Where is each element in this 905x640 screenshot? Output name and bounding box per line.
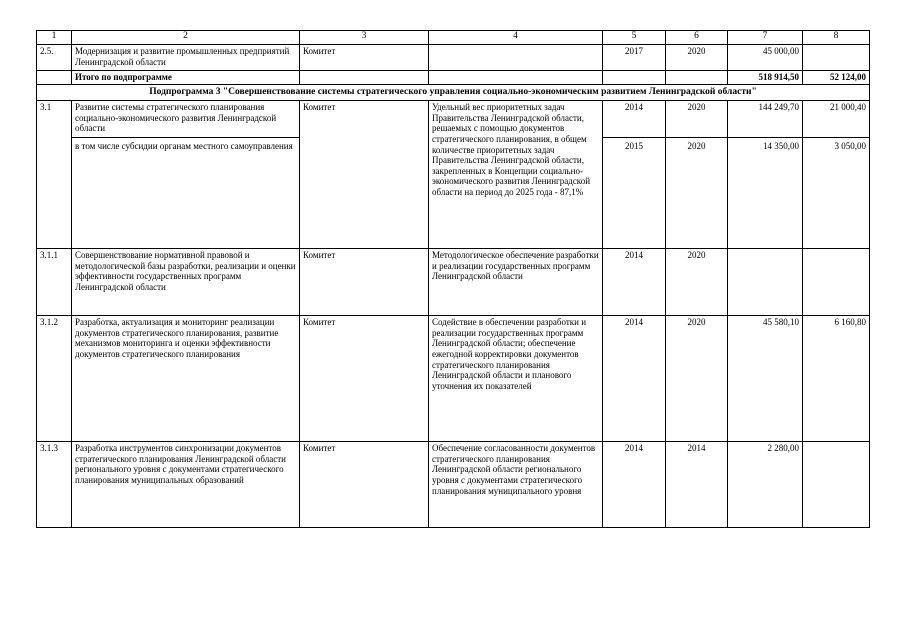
end-year: 2020 (666, 249, 728, 316)
subprogram-row (37, 85, 870, 101)
executor: Комитет (300, 101, 429, 249)
header-row (37, 31, 870, 45)
row-number: 3.1 (37, 101, 72, 249)
total-label: Итого по подпрограмме (72, 71, 300, 85)
amount-col7: 144 249,70 (728, 101, 802, 138)
end-year: 2020 (666, 45, 728, 71)
end-year: 2014 (666, 442, 728, 528)
program-table (36, 30, 870, 528)
total-col8: 52 124,00 (803, 71, 870, 85)
row-number: 3.1.3 (37, 442, 72, 528)
subprogram-title: Подпрограмма 3 "Совершенствование системы стратегического управления социально-экономическим развитием Ленинградской области" (37, 85, 870, 101)
activity-name: Совершенствование нормативной правовой и методологической базы разработки, реализации и оценки эффективности государственных программ Ленинградской области (72, 249, 300, 316)
header-cell: 7 (728, 31, 803, 45)
executor: Комитет (300, 249, 429, 316)
table-row (37, 442, 870, 528)
result: Обеспечение согласованности документов стратегического планирования Ленинградской области регионального уровня с документами стратегического планирования муниципального уровня (429, 442, 603, 528)
amount-col7-subsidy: 14 350,00 (763, 141, 799, 152)
activity-name: Разработка инструментов синхронизации документов стратегического планирования Ленинградской области регионального уровня с документами стратегического планирования муниципальных образований (72, 442, 300, 528)
start-year: 2014 (603, 442, 666, 528)
header-cell: 8 (803, 31, 870, 45)
subsidy-label: в том числе субсидии органам местного самоуправления (75, 141, 293, 152)
result: Методологическое обеспечение разработки и реализации государственных программ Ленинградской области (429, 249, 603, 316)
amount-col7: 2 280,00 (728, 442, 803, 528)
table-row (37, 45, 870, 71)
amount-col8 (803, 45, 870, 71)
amount-col7 (728, 249, 803, 316)
table-row (37, 249, 870, 316)
end-year: 2020 (666, 316, 728, 442)
result: Содействие в обеспечении разработки и реализации государственных программ Ленинградской области; обеспечение ежегодной корректировки документов стратегического планирования Ленинградской области и планового уточнения их показателей (429, 316, 603, 442)
table-row (37, 101, 870, 249)
start-year: 2017 (603, 45, 666, 71)
amount-col8: 6 160,80 (803, 316, 870, 442)
executor: Комитет (300, 316, 429, 442)
header-cell: 3 (300, 31, 429, 45)
activity-name-cell (72, 101, 300, 249)
result (429, 45, 603, 71)
executor: Комитет (300, 45, 429, 71)
header-cell: 5 (603, 31, 666, 45)
table-row (37, 316, 870, 442)
activity-name: Разработка, актуализация и мониторинг реализации документов стратегического планирования, развитие механизмов мониторинга и оценки эффективности документов стратегического планирования (72, 316, 300, 442)
end-year: 2020 (666, 101, 727, 138)
start-year-subsidy: 2015 (625, 141, 643, 152)
header-cell: 2 (72, 31, 300, 45)
amount-col7: 45 580,10 (728, 316, 803, 442)
header-cell: 6 (666, 31, 728, 45)
amount-col8: 21 000,40 (803, 101, 869, 138)
result: Удельный вес приоритетных задач Правительства Ленинградской области, решаемых с помощью документов стратегического планирования, в общем количестве приоритетных задач Правительства Ленинградской области, закрепленных в Концепции социально-экономического развития Ленинградской области на период до 2025 года - 87,1% (429, 101, 603, 249)
activity-name: Модернизация и развитие промышленных предприятий Ленинградской области (72, 45, 300, 71)
amount-col7: 45 000,00 (728, 45, 803, 71)
start-year: 2014 (603, 249, 666, 316)
row-number: 3.1.1 (37, 249, 72, 316)
activity-name: Развитие системы стратегического планирования социально-экономического развития Ленинградской области (72, 101, 299, 138)
row-number: 2.5. (37, 45, 72, 71)
total-col7: 518 914,50 (728, 71, 803, 85)
total-row (37, 71, 870, 85)
row-number: 3.1.2 (37, 316, 72, 442)
amount-col8-subsidy: 3 050,00 (834, 141, 866, 152)
start-year: 2014 (603, 101, 665, 138)
header-cell: 4 (429, 31, 603, 45)
end-year-subsidy: 2020 (687, 141, 706, 152)
start-year: 2014 (603, 316, 666, 442)
amount-col8 (803, 442, 870, 528)
header-cell: 1 (37, 31, 72, 45)
executor: Комитет (300, 442, 429, 528)
amount-col8 (803, 249, 870, 316)
